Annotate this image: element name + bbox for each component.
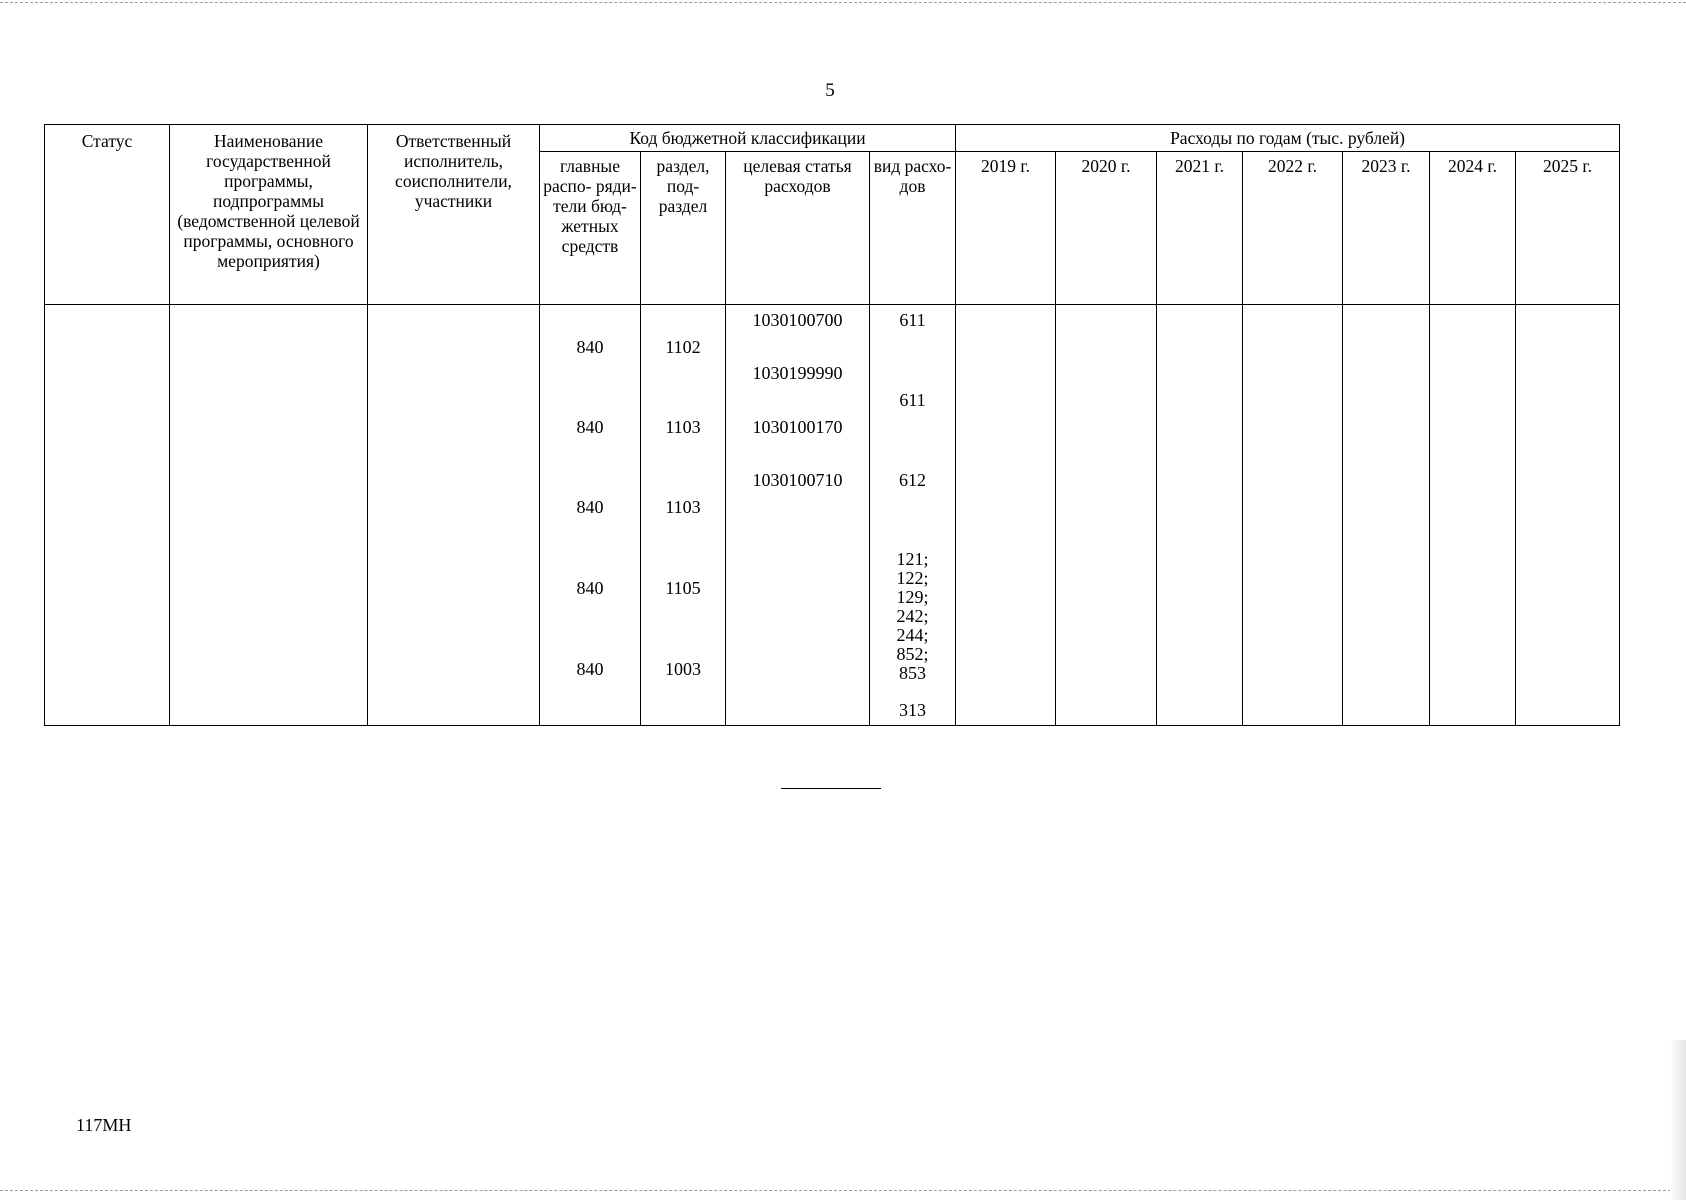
header-year-2021: 2021 г. xyxy=(1157,152,1243,305)
header-year-2023: 2023 г. xyxy=(1343,152,1430,305)
grbs-value: 840 xyxy=(576,337,604,357)
scan-edge-top xyxy=(0,2,1686,3)
header-year-2025: 2025 г. xyxy=(1516,152,1620,305)
section-value: 1103 xyxy=(665,417,701,437)
header-expenses-group: Расходы по годам (тыс. рублей) xyxy=(956,125,1620,152)
header-responsible: Ответственный исполнитель, соисполнители, участники xyxy=(368,125,540,305)
table-row xyxy=(45,305,1620,726)
target-article-value: 1030100170 xyxy=(752,417,843,437)
section-value: 1003 xyxy=(665,659,701,679)
program-name-cell xyxy=(170,305,368,726)
header-year-2024: 2024 г. xyxy=(1430,152,1516,305)
year-cell-2024 xyxy=(1430,305,1516,726)
header-year-2020: 2020 г. xyxy=(1056,152,1157,305)
footer-rule xyxy=(781,788,881,789)
target-article-cell xyxy=(726,305,870,726)
expense-kind-value: 611 xyxy=(899,390,926,410)
expense-kind-value: 121; 122; 129; 242; 244; 852; 853 xyxy=(896,549,929,683)
year-cell-2025 xyxy=(1516,305,1620,726)
expense-kind-value: 313 xyxy=(899,700,927,720)
responsible-cell xyxy=(368,305,540,726)
budget-table xyxy=(44,124,1620,726)
header-year-2022: 2022 г. xyxy=(1243,152,1343,305)
scan-shadow xyxy=(1670,1040,1686,1200)
grbs-value: 840 xyxy=(576,578,604,598)
section-cell xyxy=(641,305,726,726)
section-value: 1102 xyxy=(665,337,701,357)
grbs-value: 840 xyxy=(576,417,604,437)
header-grbs: главные распо- ряди- тели бюд- жетных средств xyxy=(540,152,641,305)
section-value: 1103 xyxy=(665,497,701,517)
grbs-value: 840 xyxy=(576,497,604,517)
target-article-value: 1030100700 xyxy=(752,310,843,330)
year-cell-2021 xyxy=(1157,305,1243,726)
year-cell-2020 xyxy=(1056,305,1157,726)
header-target-article: целевая статья расходов xyxy=(726,152,870,305)
header-row-groups xyxy=(45,125,1620,152)
page-number: 5 xyxy=(825,80,835,101)
status-cell xyxy=(45,305,170,726)
document-code: 117МН xyxy=(76,1115,132,1135)
year-cell-2023 xyxy=(1343,305,1430,726)
year-cell-2019 xyxy=(956,305,1056,726)
expense-kind-cell xyxy=(870,305,956,726)
target-article-value: 1030199990 xyxy=(752,363,843,383)
header-expense-kind: вид расхо- дов xyxy=(870,152,956,305)
header-program-name: Наименование государственной программы, подпрограммы (ведомственной целевой программы, основного мероприятия) xyxy=(170,125,368,305)
section-value: 1105 xyxy=(665,578,701,598)
header-section: раздел, под- раздел xyxy=(641,152,726,305)
grbs-cell xyxy=(540,305,641,726)
grbs-value: 840 xyxy=(576,659,604,679)
header-status: Статус xyxy=(45,125,170,305)
target-article-value: 1030100710 xyxy=(752,470,843,490)
expense-kind-value: 612 xyxy=(899,470,927,490)
header-year-2019: 2019 г. xyxy=(956,152,1056,305)
expense-kind-value: 611 xyxy=(899,310,926,330)
scan-edge-bottom xyxy=(0,1190,1686,1191)
year-cell-2022 xyxy=(1243,305,1343,726)
header-budget-code-group: Код бюджетной классификации xyxy=(540,125,956,152)
